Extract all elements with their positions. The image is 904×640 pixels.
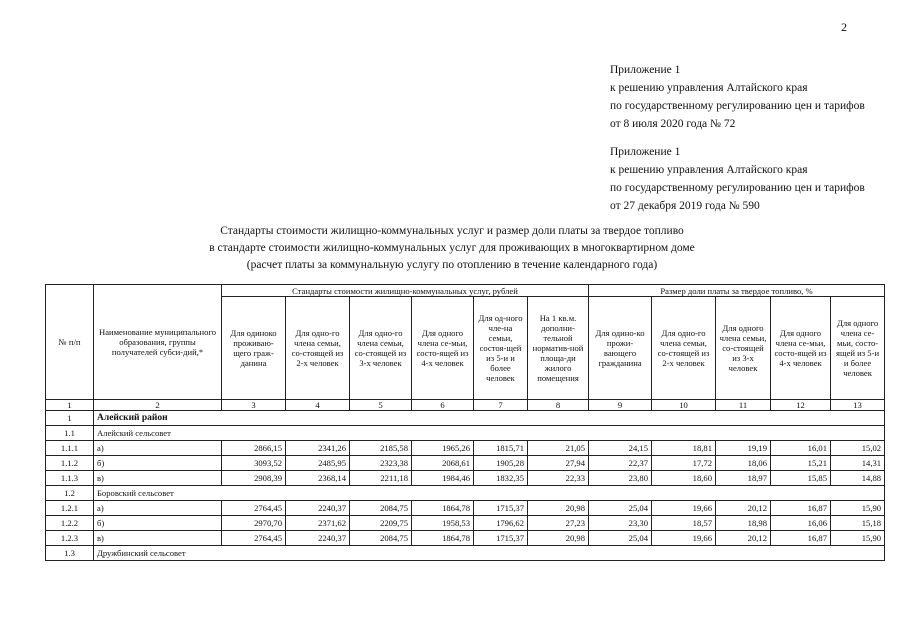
- column-number-row: [46, 400, 885, 411]
- title-line: (расчет платы за коммунальную услугу по отоплению в течение календарного года): [246, 259, 658, 271]
- tariff-table: [45, 284, 885, 561]
- value-cell: 18,06: [716, 456, 771, 471]
- title-line: Стандарты стоимости жилищно-коммунальных услуг и размер доли платы за твердое топливо: [220, 225, 684, 237]
- value-cell: 16,87: [771, 531, 831, 546]
- row-number-cell: 1.1: [46, 426, 94, 441]
- value-cell: 1715,37: [474, 501, 528, 516]
- value-cell: 15,18: [831, 516, 885, 531]
- column-number-cell: 10: [652, 400, 716, 411]
- group-name-cell: б): [94, 456, 222, 471]
- title-line: в стандарте стоимости жилищно-коммунальных услуг для проживающих в многоквартирном доме: [209, 242, 695, 254]
- settlement-name-cell: Боровский сельсовет: [94, 486, 885, 501]
- value-cell: 1796,62: [474, 516, 528, 531]
- page-number: 2: [841, 20, 847, 34]
- value-cell: 27,23: [528, 516, 589, 531]
- settlement-row: [46, 546, 885, 561]
- value-cell: 3093,52: [222, 456, 286, 471]
- value-cell: 18,60: [652, 471, 716, 486]
- group-name-cell: в): [94, 471, 222, 486]
- value-cell: 24,15: [589, 441, 652, 456]
- row-number-cell: 1.1.2: [46, 456, 94, 471]
- column-number-cell: 7: [474, 400, 528, 411]
- value-cell: 2866,15: [222, 441, 286, 456]
- group-name-cell: а): [94, 441, 222, 456]
- header-share-col: Для одно-го члена семьи, со-стоящей из 2-х человек: [652, 297, 716, 400]
- table-row: [46, 501, 885, 516]
- header-standard-col: Для од-ного чле-на семьи, состоя-щей из 5-и и более человек: [474, 297, 528, 400]
- appendix-line: от 8 июля 2020 года № 72: [610, 118, 736, 130]
- group-name-cell: а): [94, 501, 222, 516]
- value-cell: 2084,75: [350, 531, 412, 546]
- header-share-col: Для одино-ко прожи-вающего гражданина: [589, 297, 652, 400]
- value-cell: 25,04: [589, 531, 652, 546]
- value-cell: 20,12: [716, 531, 771, 546]
- value-cell: 1832,35: [474, 471, 528, 486]
- value-cell: 2368,14: [286, 471, 350, 486]
- value-cell: 2240,37: [286, 501, 350, 516]
- value-cell: 2341,26: [286, 441, 350, 456]
- row-number-cell: 1.2.3: [46, 531, 94, 546]
- column-number-cell: 5: [350, 400, 412, 411]
- value-cell: 18,81: [652, 441, 716, 456]
- value-cell: 2970,70: [222, 516, 286, 531]
- row-number-cell: 1.2: [46, 486, 94, 501]
- header-share-col: Для одного члена се-мьи, состо-ящей из 4-х человек: [771, 297, 831, 400]
- value-cell: 22,33: [528, 471, 589, 486]
- row-number-cell: 1.1.3: [46, 471, 94, 486]
- header-row-number: № п/п: [46, 285, 94, 400]
- value-cell: 25,04: [589, 501, 652, 516]
- value-cell: 16,01: [771, 441, 831, 456]
- value-cell: 2084,75: [350, 501, 412, 516]
- row-number-cell: 1: [46, 411, 94, 426]
- header-standard-col: Для одно-го члена семьи, со-стоящей из 2-х человек: [286, 297, 350, 400]
- value-cell: 15,90: [831, 501, 885, 516]
- table-body: [46, 411, 885, 561]
- value-cell: 15,85: [771, 471, 831, 486]
- table-row: [46, 441, 885, 456]
- header-standard-col: На 1 кв.м. дополни-тельной норматив-ной площа-ди жилого помещения: [528, 297, 589, 400]
- appendix-line: по государственному регулированию цен и тарифов: [610, 100, 865, 112]
- column-number-cell: 3: [222, 400, 286, 411]
- column-number-cell: 4: [286, 400, 350, 411]
- appendix-note-current: [610, 61, 865, 133]
- value-cell: 2764,45: [222, 501, 286, 516]
- column-number-cell: 2: [94, 400, 222, 411]
- value-cell: 23,30: [589, 516, 652, 531]
- column-number-cell: 1: [46, 400, 94, 411]
- document-title: [0, 223, 904, 274]
- value-cell: 19,66: [652, 531, 716, 546]
- column-number-cell: 11: [716, 400, 771, 411]
- value-cell: 22,37: [589, 456, 652, 471]
- value-cell: 1864,78: [412, 531, 474, 546]
- value-cell: 20,12: [716, 501, 771, 516]
- value-cell: 21,05: [528, 441, 589, 456]
- value-cell: 2211,18: [350, 471, 412, 486]
- group-name-cell: в): [94, 531, 222, 546]
- value-cell: 2908,39: [222, 471, 286, 486]
- value-cell: 18,97: [716, 471, 771, 486]
- value-cell: 16,87: [771, 501, 831, 516]
- settlement-name-cell: Алейский сельсовет: [94, 426, 885, 441]
- value-cell: 2371,62: [286, 516, 350, 531]
- column-number-cell: 6: [412, 400, 474, 411]
- header-standard-col: Для одиноко проживаю-щего граж-данина: [222, 297, 286, 400]
- group-name-cell: б): [94, 516, 222, 531]
- value-cell: 2485,95: [286, 456, 350, 471]
- row-number-cell: 1.1.1: [46, 441, 94, 456]
- header-standard-col: Для одно-го члена семьи, со-стоящей из 3-х человек: [350, 297, 412, 400]
- value-cell: 16,06: [771, 516, 831, 531]
- appendix-line: к решению управления Алтайского края: [610, 82, 808, 94]
- table-row: [46, 531, 885, 546]
- column-number-cell: 8: [528, 400, 589, 411]
- value-cell: 2185,58: [350, 441, 412, 456]
- header-municipality: Наименование муниципального образования, группы получателей субси-дий,*: [94, 285, 222, 400]
- settlement-row: [46, 426, 885, 441]
- value-cell: 14,88: [831, 471, 885, 486]
- value-cell: 1984,46: [412, 471, 474, 486]
- value-cell: 23,80: [589, 471, 652, 486]
- row-number-cell: 1.2.2: [46, 516, 94, 531]
- value-cell: 20,98: [528, 501, 589, 516]
- value-cell: 1905,28: [474, 456, 528, 471]
- appendix-line: Приложение 1: [610, 146, 681, 158]
- value-cell: 1815,71: [474, 441, 528, 456]
- value-cell: 2240,37: [286, 531, 350, 546]
- column-number-cell: 13: [831, 400, 885, 411]
- value-cell: 27,94: [528, 456, 589, 471]
- appendix-line: по государственному регулированию цен и тарифов: [610, 182, 865, 194]
- settlement-name-cell: Дружбинский сельсовет: [94, 546, 885, 561]
- value-cell: 18,98: [716, 516, 771, 531]
- row-number-cell: 1.3: [46, 546, 94, 561]
- column-number-cell: 12: [771, 400, 831, 411]
- value-cell: 1715,37: [474, 531, 528, 546]
- table-row: [46, 456, 885, 471]
- value-cell: 15,90: [831, 531, 885, 546]
- appendix-line: к решению управления Алтайского края: [610, 164, 808, 176]
- appendix-line: от 27 декабря 2019 года № 590: [610, 200, 760, 212]
- value-cell: 17,72: [652, 456, 716, 471]
- value-cell: 1958,53: [412, 516, 474, 531]
- value-cell: 19,66: [652, 501, 716, 516]
- table-row: [46, 471, 885, 486]
- header-share-col: Для одного члена се-мьи, состо-ящей из 5-и и более человек: [831, 297, 885, 400]
- column-number-cell: 9: [589, 400, 652, 411]
- table-row: [46, 516, 885, 531]
- header-group-fuel-share: Размер доли платы за твердое топливо, %: [589, 285, 885, 297]
- appendix-note-original: [610, 143, 865, 215]
- header-group-standards: Стандарты стоимости жилищно-коммунальных услуг, рублей: [222, 285, 589, 297]
- region-row: [46, 411, 885, 426]
- value-cell: 15,02: [831, 441, 885, 456]
- appendix-line: Приложение 1: [610, 64, 681, 76]
- value-cell: 2209,75: [350, 516, 412, 531]
- header-share-col: Для одного члена семьи, со-стоящей из 3-х человек: [716, 297, 771, 400]
- value-cell: 20,98: [528, 531, 589, 546]
- row-number-cell: 1.2.1: [46, 501, 94, 516]
- value-cell: 2068,61: [412, 456, 474, 471]
- value-cell: 19,19: [716, 441, 771, 456]
- value-cell: 2323,38: [350, 456, 412, 471]
- settlement-row: [46, 486, 885, 501]
- value-cell: 15,21: [771, 456, 831, 471]
- value-cell: 2764,45: [222, 531, 286, 546]
- region-name-cell: Алейский район: [94, 411, 885, 426]
- header-standard-col: Для одного члена се-мьи, состо-ящей из 4-х человек: [412, 297, 474, 400]
- value-cell: 14,31: [831, 456, 885, 471]
- value-cell: 18,57: [652, 516, 716, 531]
- value-cell: 1965,26: [412, 441, 474, 456]
- value-cell: 1864,78: [412, 501, 474, 516]
